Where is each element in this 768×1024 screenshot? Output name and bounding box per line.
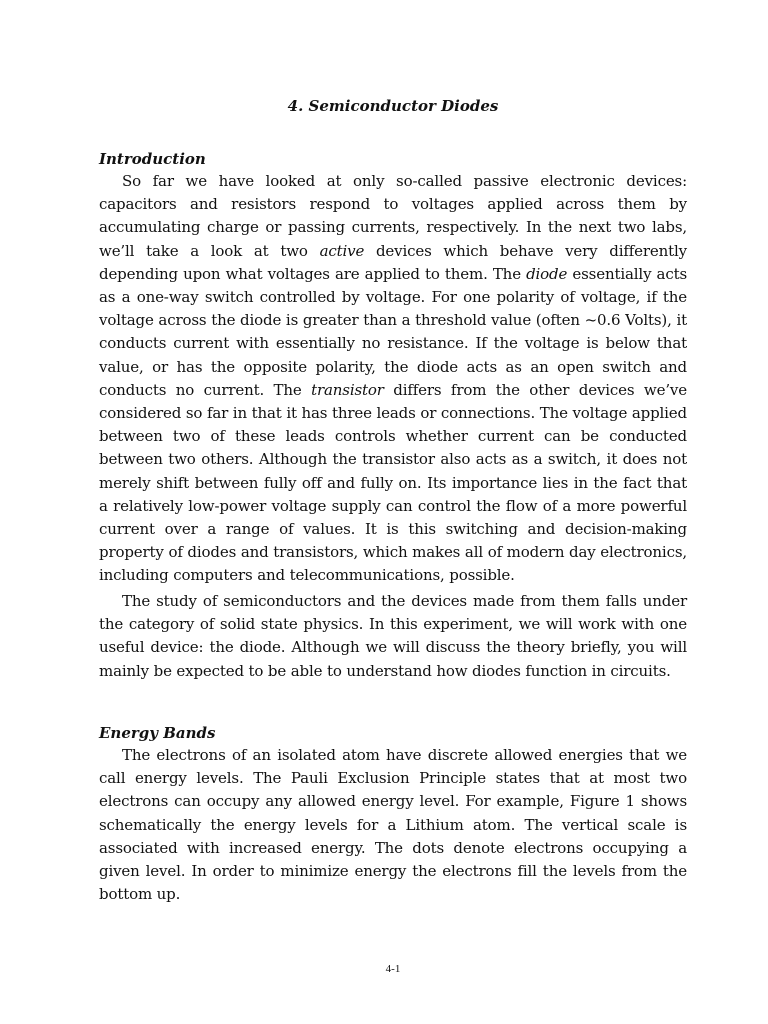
- intro-p1-emphasis-transistor: transistor: [311, 380, 384, 399]
- page-title: 4. Semiconductor Diodes: [287, 97, 499, 115]
- intro-paragraph-2: The study of semiconductors and the devices made from them falls under the category of solid state physics. In this experiment, we will work with one useful device: the diode. Although we will discuss the theory briefly, you will mainly be expected to be able to understand how diodes function in circuits.: [99, 592, 687, 680]
- intro-paragraph-1: [99, 170, 687, 588]
- page-number: 4-1: [385, 963, 401, 975]
- intro-p1-text-4: differs from the other devices we’ve considered so far in that it has three leads or connections. The voltage applied between two of these leads controls whether current can be conducted between two others. Although the transistor also acts as a switch, it does not merely shift between fully off and fully on. Its importance lies in the fact that a relatively low-power voltage supply can control the flow of a more powerful current over a range of values. It is this switching and decision-making property of diodes and transistors, which makes all of modern day electronics, including computers and telecommunications, possible.: [99, 380, 687, 585]
- section-heading-introduction: Introduction: [99, 150, 206, 168]
- section-heading-energy-bands: Energy Bands: [99, 724, 216, 742]
- intro-p1-emphasis-active: active: [319, 241, 365, 260]
- intro-p1-text-3: essentially acts as a one-way switch controlled by voltage. For one polarity of voltage, if the voltage across the diode is greater than a threshold value (often ~0.6 Volts), it conducts current with essentially no resistance. If the voltage is below that value, or has the opposite polarity, the diode acts as an open switch and conducts no current. The: [99, 264, 688, 399]
- intro-p1-text-2: devices which behave very differently depending upon what voltages are applied to them. The: [99, 241, 687, 283]
- energy-bands-paragraph-1: The electrons of an isolated atom have discrete allowed energies that we call energy levels. The Pauli Exclusion Principle states that at most two electrons can occupy any allowed energy level. For example, Figure 1 shows schematically the energy levels for a Lithium atom. The vertical scale is associated with increased energy. The dots denote electrons occupying a given level. In order to minimize energy the electrons fill the levels from the bottom up.: [99, 746, 687, 904]
- intro-p1-text-1: So far we have looked at only so-called passive electronic devices: capacitors and resistors respond to voltages applied across them by accumulating charge or passing currents, respectively. In the next two labs, we’ll take a look at two: [99, 172, 687, 260]
- intro-p1-emphasis-diode: diode: [526, 264, 568, 283]
